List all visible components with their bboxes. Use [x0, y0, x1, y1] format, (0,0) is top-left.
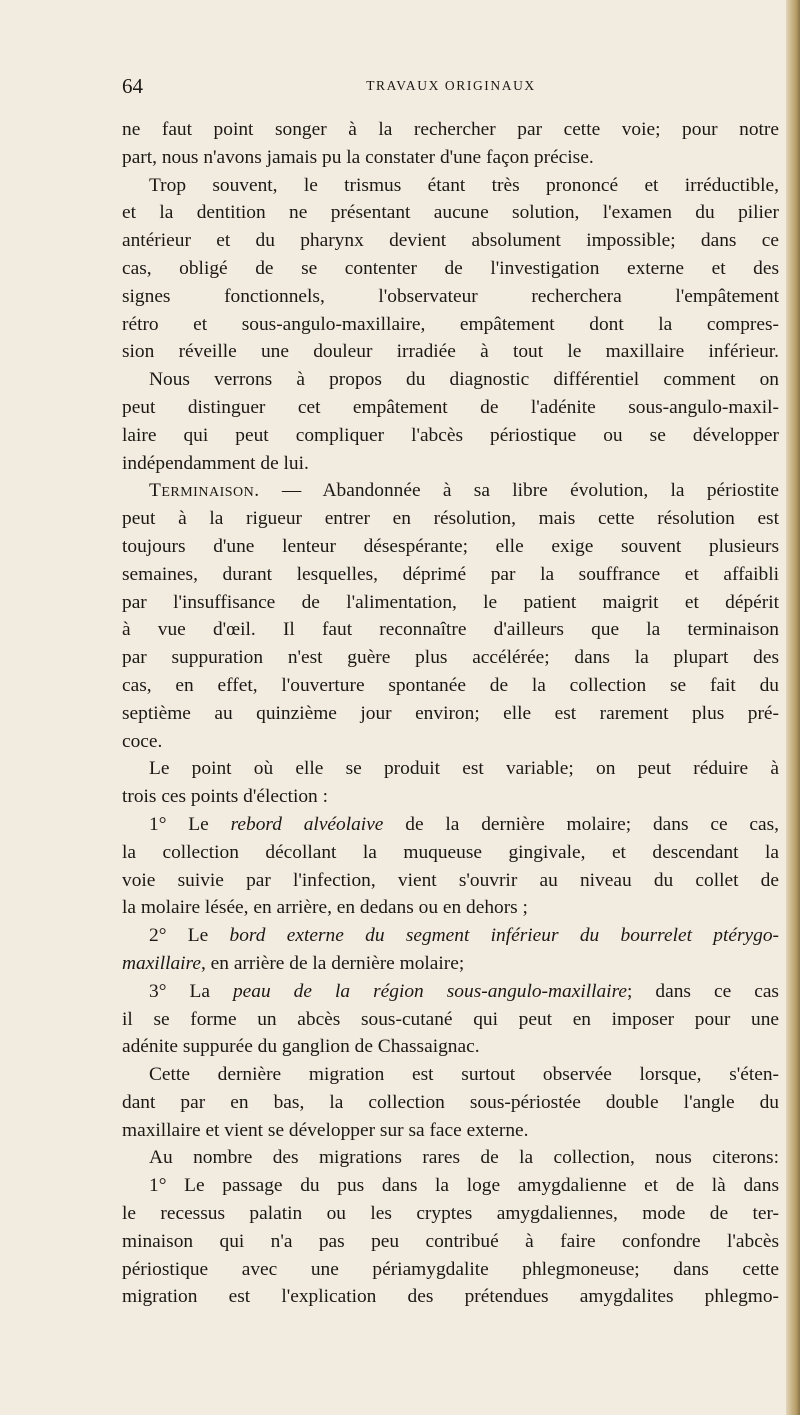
text-line — [122, 533, 779, 561]
text-run: 1° Le — [149, 813, 231, 835]
text-run: trois ces points d'élection : — [122, 786, 328, 808]
text-line — [122, 728, 779, 756]
text-run: , en arrière de la dernière molaire; — [200, 952, 465, 974]
text-run: adénite suppurée du ganglion de Chassaignac. — [122, 1036, 480, 1058]
text-run: périostique avec une périamygdalite phlegmoneuse; dans cette — [122, 1258, 779, 1280]
text-run: septième au quinzième jour environ; elle est rarement plus pré- — [122, 702, 779, 724]
text-run: ; dans ce cas — [627, 980, 779, 1002]
text-run: part, nous n'avons jamais pu la constater d'une façon précise. — [122, 146, 594, 168]
text-run: laire qui peut compliquer l'abcès périostique ou se développer — [122, 424, 779, 446]
text-run: Nous verrons à propos du diagnostic différentiel comment on — [149, 369, 779, 391]
text-run: — Abandonnée à sa libre évolution, la périostite — [259, 480, 779, 502]
italic-text: rebord alvéolaive — [230, 813, 384, 835]
text-line — [122, 811, 779, 839]
text-run: coce. — [122, 730, 163, 752]
text-run: peut distinguer cet empâtement de l'adénite sous-angulo-maxil- — [122, 396, 779, 418]
text-line — [122, 1200, 779, 1228]
text-line — [122, 366, 779, 394]
text-run: la molaire lésée, en arrière, en dedans ou en dehors ; — [122, 897, 528, 919]
text-line — [122, 922, 779, 950]
text-line — [122, 561, 779, 589]
text-line — [122, 867, 779, 895]
text-run: Trop souvent, le trismus étant très prononcé et irréductible, — [149, 174, 779, 196]
text-run: il se forme un abcès sous-cutané qui peut en imposer pour une — [122, 1008, 779, 1030]
text-line — [122, 144, 779, 172]
text-run: sion réveille une douleur irradiée à tout le maxillaire inférieur. — [122, 341, 779, 363]
text-line — [122, 672, 779, 700]
text-line — [122, 700, 779, 728]
text-line — [122, 1172, 779, 1200]
text-run: le recessus palatin ou les cryptes amygdaliennes, mode de ter- — [122, 1203, 779, 1225]
text-line — [122, 227, 779, 255]
text-line — [122, 978, 779, 1006]
text-run: ne faut point songer à la rechercher par cette voie; pour notre — [122, 119, 779, 140]
text-line — [122, 172, 779, 200]
text-run: 3° La — [149, 980, 233, 1002]
page-header — [122, 72, 780, 100]
body-text — [122, 116, 779, 1311]
text-run: la collection décollant la muqueuse gingivale, et descendant la — [122, 841, 779, 863]
running-title: TRAVAUX ORIGINAUX — [366, 78, 536, 93]
text-run: cas, en effet, l'ouverture spontanée de la collection se fait du — [122, 674, 779, 696]
text-line — [122, 1061, 779, 1089]
text-run: Au nombre des migrations rares de la collection, nous citerons: — [149, 1147, 779, 1169]
text-line — [122, 338, 779, 366]
text-line — [122, 1228, 779, 1256]
text-run: Le point où elle se produit est variable; on peut réduire à — [149, 758, 779, 780]
page-edge — [786, 0, 800, 1415]
text-line — [122, 783, 779, 811]
text-run: rétro et sous-angulo-maxillaire, empâtement dont la compres- — [122, 313, 779, 335]
text-run: indépendamment de lui. — [122, 452, 309, 474]
text-line — [122, 199, 779, 227]
text-run: dant par en bas, la collection sous-périostée double l'angle du — [122, 1091, 779, 1113]
text-line — [122, 839, 779, 867]
text-line — [122, 450, 779, 478]
text-line — [122, 1256, 779, 1284]
text-line — [122, 505, 779, 533]
text-line — [122, 644, 779, 672]
text-run: migration est l'explication des prétendues amygdalites phlegmo- — [122, 1286, 779, 1308]
italic-text: maxillaire — [122, 952, 201, 974]
text-line — [122, 616, 779, 644]
text-run: maxillaire et vient se développer sur sa face externe. — [122, 1119, 529, 1141]
text-run: antérieur et du pharynx devient absolument impossible; dans ce — [122, 230, 779, 252]
text-line — [122, 1033, 779, 1061]
text-line — [122, 1283, 779, 1311]
text-run: Cette dernière migration est surtout observée lorsque, s'éten- — [149, 1064, 779, 1086]
text-run: par suppuration n'est guère plus accélérée; dans la plupart des — [122, 647, 779, 669]
text-line — [122, 255, 779, 283]
text-line — [122, 1144, 779, 1172]
section-heading: Terminaison. — [149, 480, 260, 502]
text-line — [122, 589, 779, 617]
text-line — [122, 1117, 779, 1145]
text-run: voie suivie par l'infection, vient s'ouvrir au niveau du collet de — [122, 869, 779, 891]
text-line — [122, 477, 779, 505]
text-run: 2° Le — [149, 925, 230, 947]
text-line — [122, 116, 779, 144]
text-run: cas, obligé de se contenter de l'investigation externe et des — [122, 257, 779, 279]
page-number: 64 — [122, 74, 143, 98]
text-run: de la dernière molaire; dans ce cas, — [383, 813, 779, 835]
text-run: semaines, durant lesquelles, déprimé par la souffrance et affaibli — [122, 563, 779, 585]
text-line — [122, 950, 779, 978]
text-run: peut à la rigueur entrer en résolution, mais cette résolution est — [122, 508, 779, 530]
text-run: à vue d'œil. Il faut reconnaître d'ailleurs que la terminaison — [122, 619, 779, 641]
text-run: toujours d'une lenteur désespérante; elle exige souvent plusieurs — [122, 535, 779, 557]
text-line — [122, 894, 779, 922]
text-run: et la dentition ne présentant aucune solution, l'examen du pilier — [122, 202, 779, 224]
text-run: 1° Le passage du pus dans la loge amygdalienne et de là dans — [149, 1175, 779, 1197]
text-line — [122, 422, 779, 450]
text-line — [122, 1089, 779, 1117]
text-run: minaison qui n'a pas peu contribué à faire confondre l'abcès — [122, 1230, 779, 1252]
italic-text: bord externe du segment inférieur du bourrelet ptérygo- — [229, 925, 779, 947]
text-line — [122, 1006, 779, 1034]
text-line — [122, 283, 779, 311]
italic-text: peau de la région sous-angulo-maxillaire — [232, 980, 627, 1002]
text-run: signes fonctionnels, l'observateur recherchera l'empâtement — [122, 285, 779, 307]
text-line — [122, 394, 779, 422]
text-line — [122, 311, 779, 339]
text-run: par l'insuffisance de l'alimentation, le patient maigrit et dépérit — [122, 591, 779, 613]
text-line — [122, 755, 779, 783]
